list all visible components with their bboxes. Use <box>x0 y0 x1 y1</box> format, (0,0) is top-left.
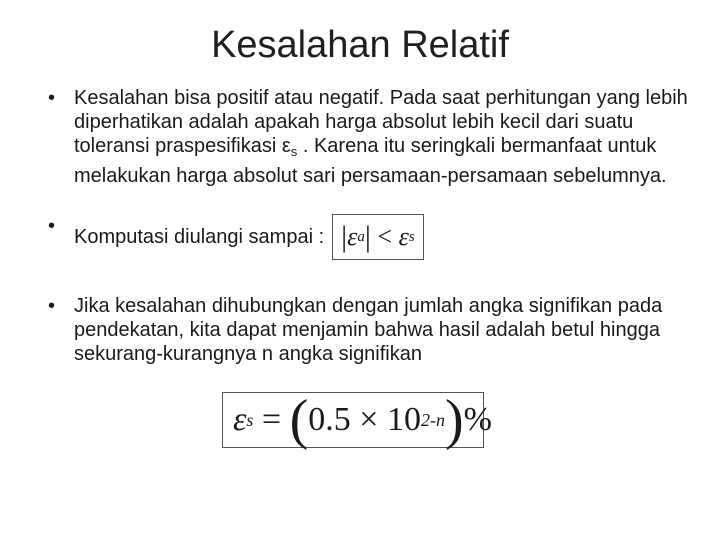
bullet-2-text: Komputasi diulangi sampai : <box>74 226 325 248</box>
formula-open-paren: ( <box>289 389 309 451</box>
epsilon-a: ε <box>347 222 358 251</box>
bullet-marker: • <box>48 87 56 109</box>
bullet-item-2 <box>48 214 698 260</box>
formula-close-paren: ) <box>444 389 464 451</box>
formula-sub-s: s <box>246 409 254 430</box>
significant-figures-formula <box>222 389 492 451</box>
sub-a: a <box>357 229 365 245</box>
stopping-criterion-equation <box>332 214 424 260</box>
formula-percent: % <box>463 401 492 438</box>
epsilon-s: ε <box>398 222 409 251</box>
abs-bar-right: | <box>364 220 371 253</box>
bullet-3-text: Jika kesalahan dihubungkan dengan jumlah angka signifikan pada pendekatan, kita dapat menjamin bahwa hasil adalah betul hingga sekurang-kurangnya n angka signifikan <box>74 295 663 365</box>
formula-body: 0.5 × 10 <box>308 401 421 438</box>
bullet-item-3 <box>48 294 698 366</box>
formula-equals: = <box>253 401 290 438</box>
slide-title: Kesalahan Relatif <box>211 24 509 66</box>
bullet-1-text-after: . Karena itu seringkali bermanfaat untuk melakukan harga absolut sari persamaan-persamaan sebelumnya. <box>74 135 667 187</box>
bullet-marker: • <box>48 215 56 237</box>
formula-exponent: 2-n <box>420 409 445 430</box>
bullet-marker: • <box>48 295 56 317</box>
bullet-1-subscript: s <box>290 144 298 159</box>
abs-bar-left: | <box>341 220 348 253</box>
bullet-item-1 <box>48 86 698 188</box>
bullet-1-text: Kesalahan bisa positif atau negatif. Pada saat perhitungan yang lebih diperhatikan adalah apakah harga absolut lebih kecil dari suatu toleransi praspesifikasi ε <box>74 87 688 157</box>
formula-epsilon: ε <box>233 401 247 438</box>
bullet-list <box>48 86 698 366</box>
less-than: < <box>370 222 399 251</box>
sub-s: s <box>408 229 415 245</box>
